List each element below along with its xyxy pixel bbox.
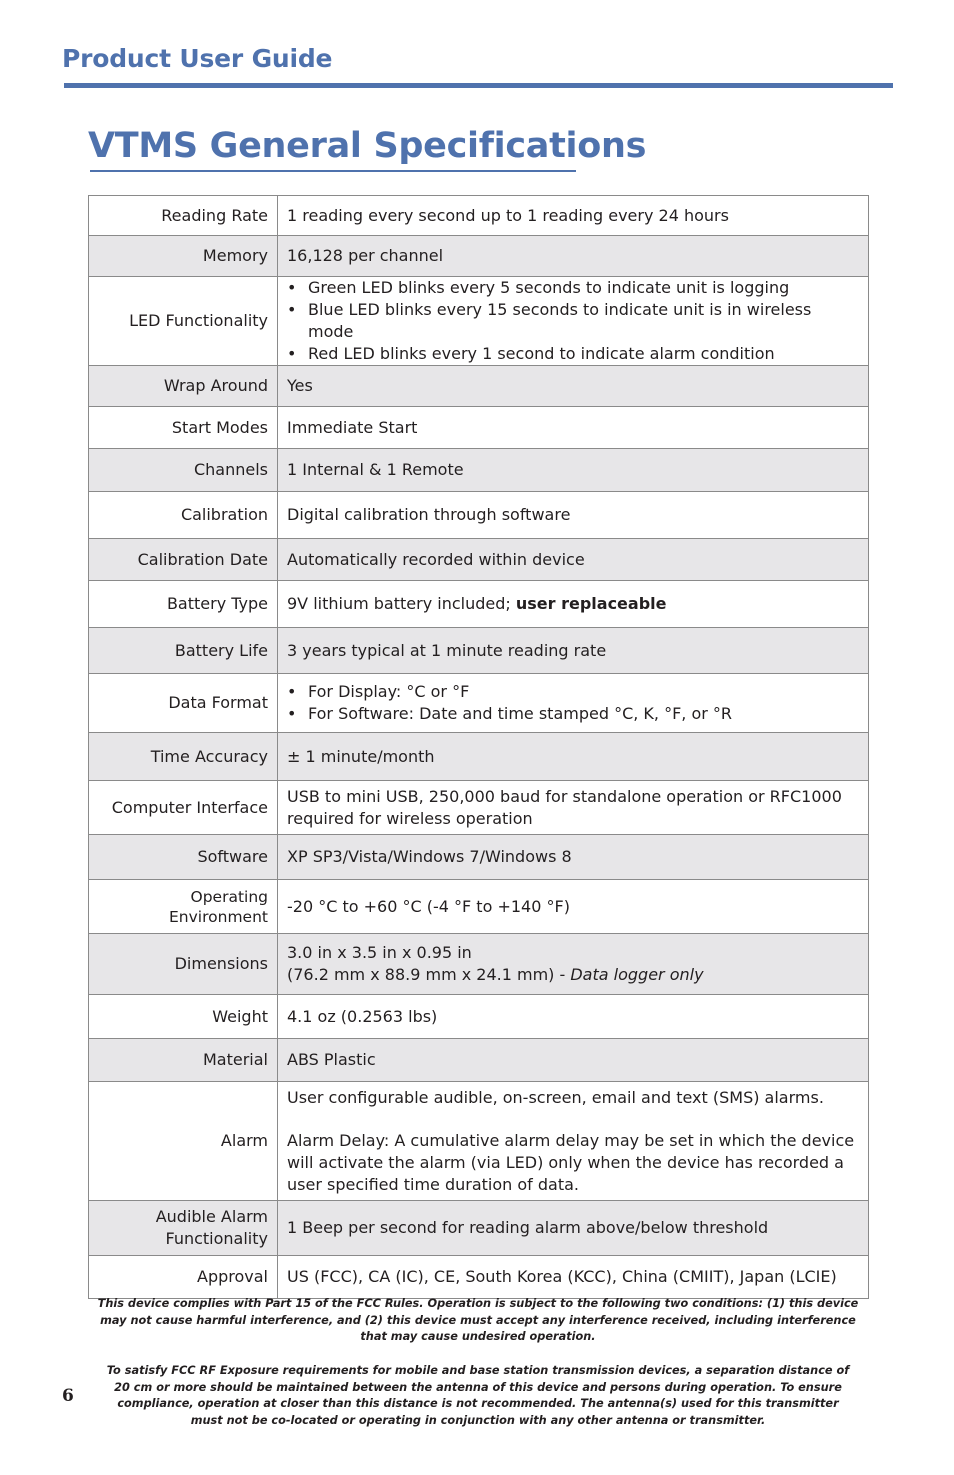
spec-line: Alarm Delay: A cumulative alarm delay may be set in which the device will activate the alarm (via LED) only when the device has recorded a user specified time duration of data.: [287, 1130, 855, 1194]
spec-line: User configurable audible, on-screen, email and text (SMS) alarms.: [287, 1087, 824, 1107]
spec-label: Time Accuracy: [89, 733, 278, 781]
bullet-list: [287, 681, 860, 725]
spec-value: -20 °C to +60 °C (-4 °F to +140 °F): [278, 880, 869, 934]
spec-label: Calibration: [89, 492, 278, 539]
spec-value: [278, 1082, 869, 1201]
spec-value: 1 reading every second up to 1 reading every 24 hours: [278, 196, 869, 236]
spec-line-text: (76.2 mm x 88.9 mm x 24.1 mm) -: [287, 965, 571, 984]
table-row: [89, 581, 869, 628]
spec-label: Approval: [89, 1256, 278, 1299]
spec-value: Yes: [278, 366, 869, 407]
table-row: [89, 733, 869, 781]
spec-value: Immediate Start: [278, 407, 869, 449]
spec-label: Material: [89, 1039, 278, 1082]
spec-label: [89, 880, 278, 934]
table-row: [89, 277, 869, 366]
table-row: [89, 196, 869, 236]
table-row: [89, 236, 869, 277]
spec-value: Digital calibration through software: [278, 492, 869, 539]
spec-label: [89, 1201, 278, 1256]
spec-label: LED Functionality: [89, 277, 278, 366]
header-rule: [64, 83, 893, 88]
spec-value: [278, 581, 869, 628]
spec-label: Start Modes: [89, 407, 278, 449]
table-row: [89, 1039, 869, 1082]
spec-value: XP SP3/Vista/Windows 7/Windows 8: [278, 835, 869, 880]
table-row: [89, 492, 869, 539]
table-row: [89, 1201, 869, 1256]
spec-label: Weight: [89, 995, 278, 1039]
dimensions-note: Data logger only: [570, 965, 704, 984]
table-row: [89, 449, 869, 492]
spec-value: 16,128 per channel: [278, 236, 869, 277]
battery-type-text: 9V lithium battery included;: [287, 594, 516, 613]
spec-value: 1 Beep per second for reading alarm above/below threshold: [278, 1201, 869, 1256]
spec-line: USB to mini USB, 250,000 baud for standalone operation or RFC1000: [287, 786, 842, 806]
list-item: • Red LED blinks every 1 second to indicate alarm condition: [287, 343, 860, 365]
spec-value: [278, 781, 869, 835]
spec-label: Calibration Date: [89, 539, 278, 581]
spec-value: [278, 934, 869, 995]
table-row: [89, 880, 869, 934]
spec-label: Data Format: [89, 674, 278, 733]
table-row: [89, 366, 869, 407]
spec-value: 4.1 oz (0.2563 lbs): [278, 995, 869, 1039]
spec-line: [287, 964, 860, 986]
table-row: [89, 781, 869, 835]
table-row: [89, 674, 869, 733]
spec-value: 3 years typical at 1 minute reading rate: [278, 628, 869, 674]
list-item: • Blue LED blinks every 15 seconds to indicate unit is in wireless mode: [287, 299, 860, 343]
spec-label: Software: [89, 835, 278, 880]
list-item: • For Software: Date and time stamped °C, K, °F, or °R: [287, 703, 860, 725]
spec-line: required for wireless operation: [287, 808, 533, 828]
spec-label: Alarm: [89, 1082, 278, 1201]
spec-value: [278, 674, 869, 733]
spec-value: ABS Plastic: [278, 1039, 869, 1082]
table-row: [89, 835, 869, 880]
spec-value: [278, 277, 869, 366]
spec-label: Battery Life: [89, 628, 278, 674]
spec-label-line: Environment: [169, 907, 268, 926]
specifications-table: [88, 195, 869, 1299]
page-number: 6: [62, 1386, 74, 1406]
title-underline: [90, 170, 576, 172]
spec-label: Memory: [89, 236, 278, 277]
spec-label: Reading Rate: [89, 196, 278, 236]
spec-label: Channels: [89, 449, 278, 492]
table-row: [89, 407, 869, 449]
spec-line: 3.0 in x 3.5 in x 0.95 in: [287, 943, 472, 962]
table-row: [89, 539, 869, 581]
spec-label-line: Audible Alarm: [155, 1207, 268, 1226]
list-item: • Green LED blinks every 5 seconds to indicate unit is logging: [287, 277, 860, 299]
table-row: [89, 934, 869, 995]
spec-value: 1 Internal & 1 Remote: [278, 449, 869, 492]
spec-value: Automatically recorded within device: [278, 539, 869, 581]
battery-type-emphasis: user replaceable: [515, 594, 667, 613]
page-title: VTMS General Specifications: [88, 126, 647, 166]
spec-value: ± 1 minute/month: [278, 733, 869, 781]
spec-label: Computer Interface: [89, 781, 278, 835]
rf-exposure-notice: To satisfy FCC RF Exposure requirements for mobile and base station transmission devices, a separation distance of 20 cm or more should be maintained between the antenna of this device and persons during operation. To ensure compliance, operation at closer than this distance is not recommended. The antenna(s) used for this transmitter must not be co-located or operating in conjunction with any other antenna or transmitter.: [106, 1364, 850, 1428]
paragraph-gap: [287, 1109, 860, 1130]
spec-value: US (FCC), CA (IC), CE, South Korea (KCC), China (CMIIT), Japan (LCIE): [278, 1256, 869, 1299]
table-row: [89, 628, 869, 674]
table-row: [89, 1256, 869, 1299]
list-item: • For Display: °C or °F: [287, 681, 860, 703]
spec-label: Dimensions: [89, 934, 278, 995]
fcc-part15-notice: This device complies with Part 15 of the FCC Rules. Operation is subject to the following two conditions: (1) this device may not cause harmful interference, and (2) this device must accept any interference received, including interference that may cause undesired operation.: [97, 1297, 859, 1344]
spec-label-line: Operating: [190, 887, 268, 906]
header-title: Product User Guide: [62, 44, 333, 73]
spec-label: Wrap Around: [89, 366, 278, 407]
bullet-list: [287, 277, 860, 365]
table-row: [89, 1082, 869, 1201]
spec-label-line: Functionality: [165, 1229, 268, 1248]
spec-label: Battery Type: [89, 581, 278, 628]
table-row: [89, 995, 869, 1039]
